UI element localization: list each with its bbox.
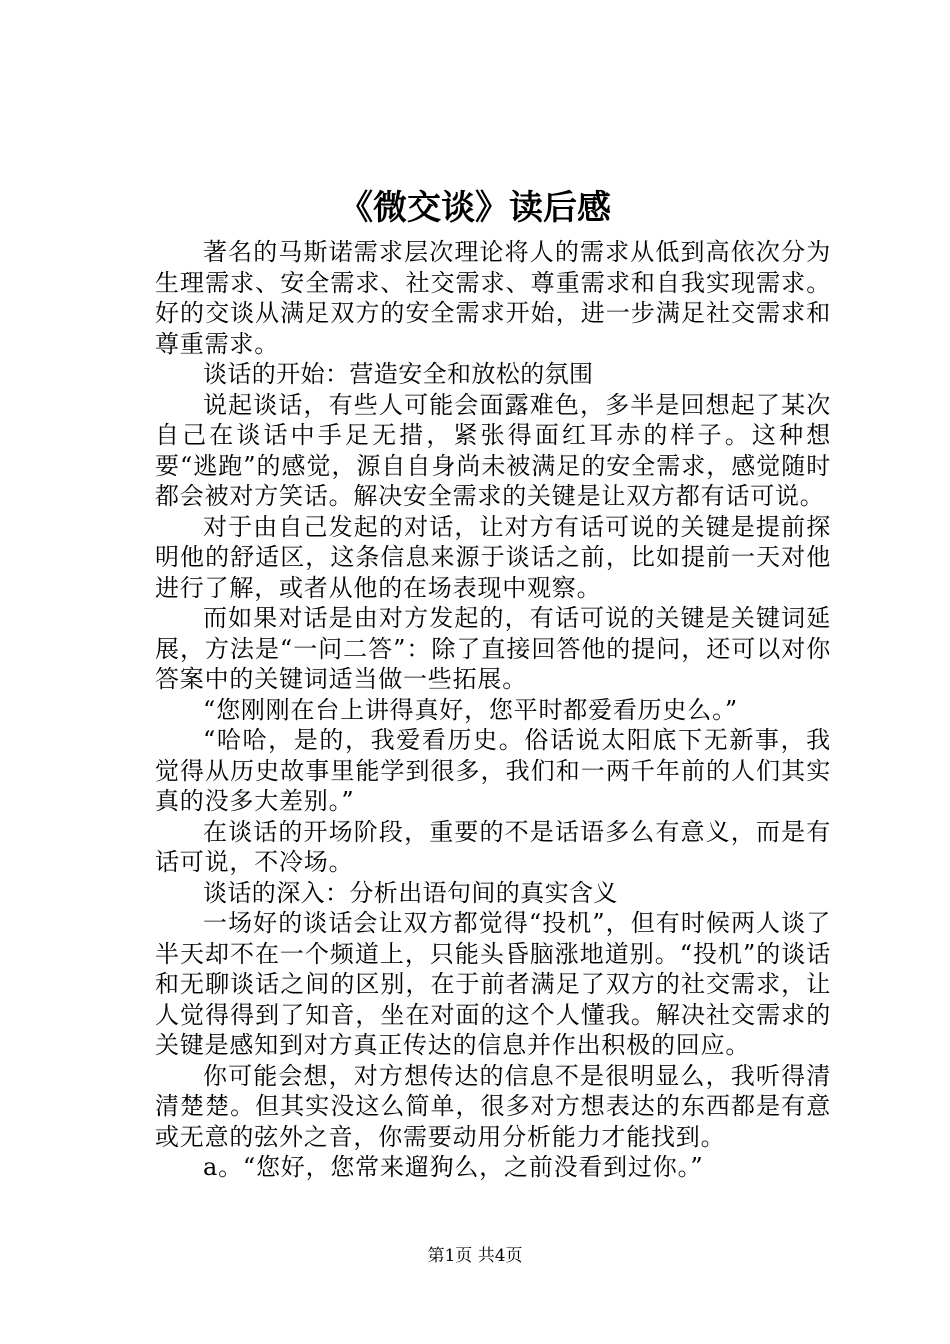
paragraph: 你可能会想，对方想传达的信息不是很明显么，我听得清清楚楚。但其实没这么简单，很多对方想表达的东西都是有意或无意的弦外之音，你需要动用分析能力才能找到。	[155, 1061, 831, 1151]
dialogue-line: “您刚刚在台上讲得真好，您平时都爱看历史么。”	[203, 695, 738, 724]
paragraph: 说起谈话，有些人可能会面露难色，多半是回想起了某次自己在谈话中手足无措，紧张得面红耳赤的样子。这种想要“逃跑”的感觉，源自自身尚未被满足的安全需求，感觉随时都会被对方笑话。解决安全需求的关键是让双方都有话可说。	[155, 390, 831, 510]
paragraph: 一场好的谈话会让双方都觉得“投机”，但有时候两人谈了半天却不在一个频道上，只能头昏脑涨地道别。“投机”的谈话和无聊谈话之间的区别，在于前者满足了双方的社交需求，让人觉得得到了知音，坐在对面的这个人懂我。解决社交需求的关键是感知到对方真正传达的信息并作出积极的回应。	[155, 909, 831, 1059]
document-title: 《微交谈》读后感	[339, 188, 611, 228]
paragraph: 而如果对话是由对方发起的，有话可说的关键是关键词延展，方法是“一问二答”：除了直接回答他的提问，还可以对你答案中的关键词适当做一些拓展。	[155, 604, 831, 693]
document-body	[155, 237, 831, 1183]
section-heading-opening: 谈话的开始：营造安全和放松的氛围	[203, 360, 594, 388]
dialogue-line: a。“您好，您常来遛狗么，之前没看到过你。”	[203, 1153, 704, 1181]
dialogue-line: “哈哈，是的，我爱看历史。俗话说太阳底下无新事，我觉得从历史故事里能学到很多，我们和一两千年前的人们其实真的没多大差别。”	[155, 726, 831, 815]
section-heading-deepening: 谈话的深入：分析出语句间的真实含义	[203, 878, 618, 907]
paragraph: 在谈话的开场阶段，重要的不是话语多么有意义，而是有话可说，不冷场。	[155, 817, 831, 876]
paragraph-intro: 著名的马斯诺需求层次理论将人的需求从低到高依次分为生理需求、安全需求、社交需求、尊重需求和自我实现需求。好的交谈从满足双方的安全需求开始，进一步满足社交需求和尊重需求。	[155, 238, 831, 358]
paragraph: 对于由自己发起的对话，让对方有话可说的关键是提前探明他的舒适区，这条信息来源于谈话之前，比如提前一天对他进行了解，或者从他的在场表现中观察。	[155, 512, 831, 602]
page-footer: 第1页 共4页	[427, 1246, 523, 1266]
